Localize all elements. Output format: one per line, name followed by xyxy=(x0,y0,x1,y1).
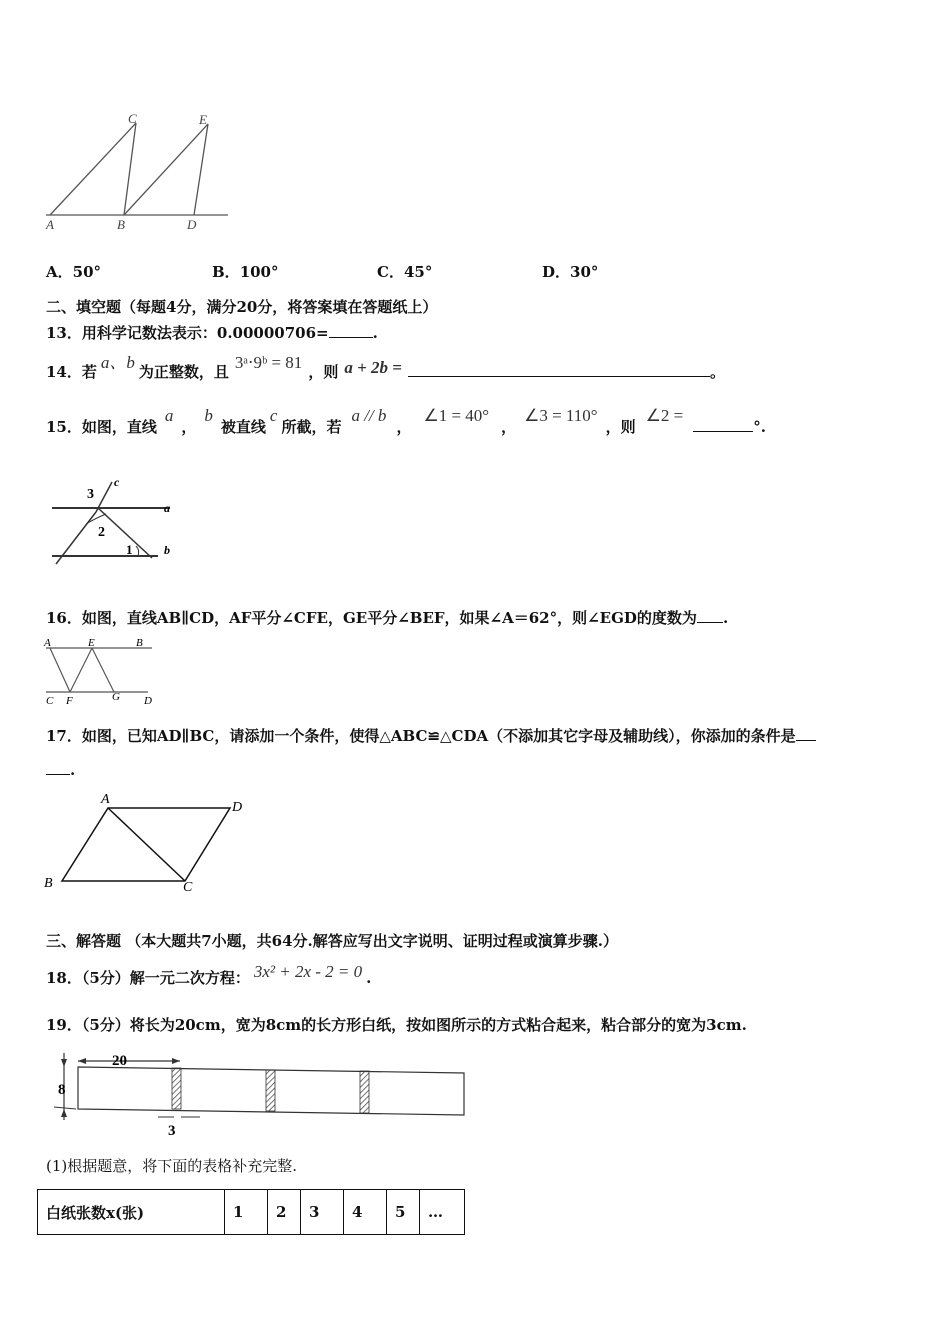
text-part: ，则 xyxy=(308,363,339,381)
question-text: 如图，已知AD∥BC，请添加一个条件，使得△ABC≌△CDA（不添加其它字母及辅助线），你添加的条件是 xyxy=(81,727,796,745)
option-value: 30° xyxy=(570,263,599,281)
answer-blank-line1 xyxy=(796,726,816,741)
question-tail: °. xyxy=(753,418,766,436)
question-tail: 。 xyxy=(709,363,725,381)
text-part: 若 xyxy=(81,363,97,381)
option-value: 50° xyxy=(72,263,102,281)
option-value: 100° xyxy=(239,263,279,281)
question-tail: . xyxy=(366,969,372,987)
label-C: C xyxy=(183,880,193,895)
label-D: D xyxy=(187,217,197,232)
q12-option-b xyxy=(212,261,279,282)
label-D: D xyxy=(144,695,152,707)
answer-blank xyxy=(697,608,723,623)
option-value: 45° xyxy=(403,263,433,281)
question-19-sub1: (1)根据题意，将下面的表格补充完整. xyxy=(46,1157,298,1175)
question-15 xyxy=(46,406,766,437)
figure-q16 xyxy=(40,634,170,710)
text-part: 所截，若 xyxy=(281,418,342,436)
table-cell: 1 xyxy=(225,1190,268,1235)
math-angle3: ∠3 = 110° xyxy=(524,406,598,425)
table-header-cell: 白纸张数x(张) xyxy=(38,1190,225,1235)
label-B: B xyxy=(117,217,125,232)
text-part: 被直线 xyxy=(220,418,266,436)
table-row xyxy=(38,1190,465,1235)
label-A: A xyxy=(44,637,51,649)
answer-blank xyxy=(693,417,753,432)
question-number: 19． xyxy=(46,1016,82,1034)
question-16 xyxy=(46,607,728,628)
paper-count-table xyxy=(37,1189,465,1235)
label-3: 3 xyxy=(87,487,94,502)
table-cell: 5 xyxy=(387,1190,420,1235)
text-part: ， xyxy=(396,418,412,436)
label-20: 20 xyxy=(112,1053,127,1069)
figure-q17 xyxy=(40,788,260,898)
label-A: A xyxy=(46,217,54,232)
question-tail: . xyxy=(70,761,76,779)
label-b: b xyxy=(164,543,170,557)
question-13 xyxy=(46,322,378,343)
question-text: 如图，直线AB∥CD，AF平分∠CFE，GE平分∠BEF，如果∠A＝62°，则∠EGD的度数为 xyxy=(81,609,697,627)
text-part: ，则 xyxy=(605,418,636,436)
figure-q12 xyxy=(40,108,240,238)
q12-option-d xyxy=(542,261,598,282)
label-E: E xyxy=(88,637,95,649)
math-parallel: a // b xyxy=(351,406,387,425)
label-8: 8 xyxy=(58,1082,66,1098)
question-number: 16． xyxy=(46,609,82,627)
figure-q19 xyxy=(40,1045,480,1140)
question-text: （5分）解一元二次方程： xyxy=(81,969,250,987)
label-E: E xyxy=(199,112,207,127)
question-text: 用科学记数法表示：0.00000706= xyxy=(81,324,329,342)
math-a: a xyxy=(164,406,174,425)
question-text: （5分）将长为20cm，宽为8cm的长方形白纸，按如图所示的方式粘合起来，粘合部分的宽为3cm. xyxy=(81,1016,747,1034)
label-B: B xyxy=(136,637,143,649)
math-expression: a + 2b = xyxy=(344,358,402,377)
question-number: 18． xyxy=(46,969,82,987)
question-number: 13． xyxy=(46,324,82,342)
math-equation: 3x² + 2x - 2 = 0 xyxy=(253,962,363,981)
table-cell: 2 xyxy=(268,1190,301,1235)
math-b: b xyxy=(204,406,213,425)
question-17-cont xyxy=(46,760,75,779)
label-2: 2 xyxy=(98,525,105,540)
answer-blank-line2 xyxy=(46,760,70,775)
q12-option-c xyxy=(377,261,432,282)
math-c: c xyxy=(269,406,278,425)
label-1: 1 xyxy=(126,542,133,557)
question-tail: . xyxy=(722,609,729,627)
option-label: A． xyxy=(46,263,73,281)
text-part: ， xyxy=(501,418,517,436)
text-part: 如图，直线 xyxy=(81,418,157,436)
text-part: 为正整数，且 xyxy=(138,363,229,381)
section2-title: 二、填空题（每题4分，满分20分，将答案填在答题纸上） xyxy=(46,298,438,316)
question-number: 14． xyxy=(46,363,82,381)
label-3: 3 xyxy=(168,1123,176,1139)
section3-title: 三、解答题 （本大题共7小题，共64分.解答应写出文字说明、证明过程或演算步骤.） xyxy=(46,932,618,950)
answer-blank xyxy=(408,362,710,377)
table-cell: … xyxy=(420,1190,465,1235)
math-equation: 3ᵃ⋅9ᵇ = 81 xyxy=(234,353,303,372)
question-tail: . xyxy=(372,324,378,342)
question-17 xyxy=(46,725,816,746)
question-18 xyxy=(46,962,372,988)
table-cell: 3 xyxy=(301,1190,344,1235)
label-C: C xyxy=(128,111,137,126)
label-c: c xyxy=(114,475,120,489)
option-label: B． xyxy=(212,263,240,281)
option-label: D． xyxy=(542,263,571,281)
label-D: D xyxy=(232,800,243,815)
label-A: A xyxy=(101,792,110,807)
math-angle2: ∠2 = xyxy=(645,406,684,425)
question-number: 17． xyxy=(46,727,82,745)
option-label: C． xyxy=(377,263,404,281)
label-a: a xyxy=(164,501,170,515)
label-B: B xyxy=(44,876,53,891)
math-ab: a、b xyxy=(100,353,135,372)
label-G: G xyxy=(112,691,120,703)
label-F: F xyxy=(66,695,73,707)
question-14 xyxy=(46,353,725,382)
question-19 xyxy=(46,1014,747,1035)
q12-option-a xyxy=(46,261,101,282)
math-angle1: ∠1 = 40° xyxy=(423,406,490,425)
figure-q15 xyxy=(40,474,200,574)
text-part: ， xyxy=(181,418,197,436)
table-cell: 4 xyxy=(344,1190,387,1235)
label-C: C xyxy=(46,695,54,707)
question-number: 15． xyxy=(46,418,82,436)
answer-blank xyxy=(329,323,373,338)
